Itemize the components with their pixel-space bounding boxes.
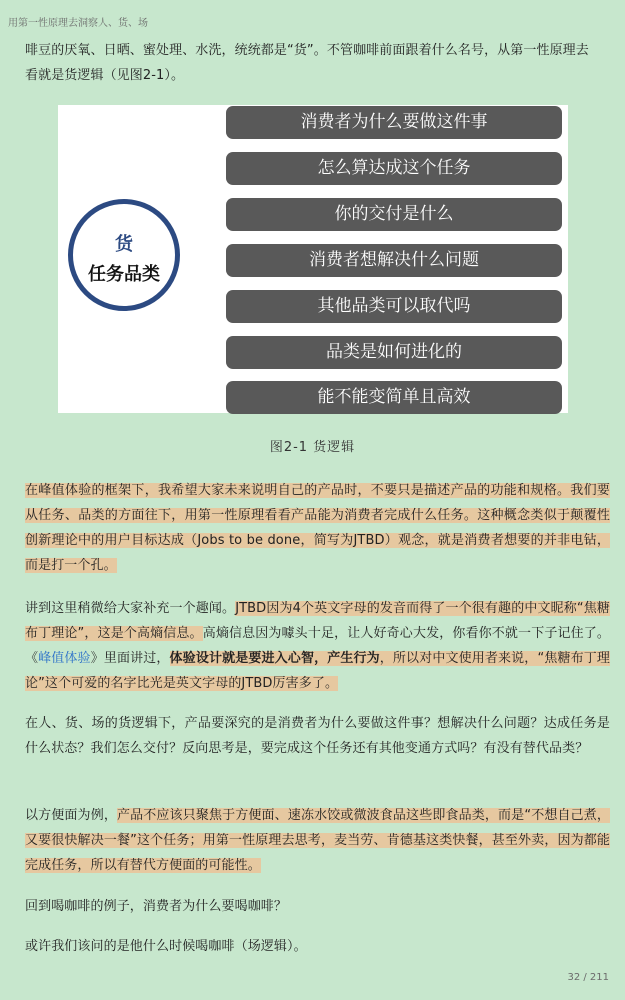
question-pill: 消费者为什么要做这件事: [226, 106, 562, 139]
intro-line-1: 啡豆的厌氧、日晒、蜜处理、水洗，统统都是“货”。不管咖啡前面跟着什么名号，从第一性原理去: [25, 43, 589, 58]
question-pill: 其他品类可以取代吗: [226, 290, 562, 323]
task-category-circle: [68, 199, 180, 311]
paragraph-questions: 在人、货、场的货逻辑下，产品要深究的是消费者为什么要做这件事？想解决什么问题？达成任务是什么状态？我们怎么交付？反向思考是，要完成这个任务还有其他变通方式吗？有没有替代品类？: [25, 716, 610, 756]
jtbd-conclusion: ，所以对中文使用者来说，“焦糖布丁理论”这个可爱的名字比光是英文字母的JTBD厉害多了。: [25, 651, 610, 691]
highlight-framework: 在峰值体验的框架下，我希望大家未来说明自己的产品时，不要只是描述产品的功能和规格。我们要从任务、品类的方面往下，用第一性原理看看产品能为消费者完成什么任务。这种概念类似于颠覆性创新理论中的用户目标达成（Jobs to be done，简写为JTBD）观念，就是消费者想要的并非电钻，而是打一个孔。: [25, 483, 610, 573]
figure-2-1: [58, 105, 568, 413]
jtbd-entropy: 高熵信息因为噱头十足，让人好奇心大发，你看你不就一下子记住了。: [202, 626, 610, 641]
jtbd-intro: 讲到这里稍微给大家补充一个趣闻。: [25, 601, 236, 616]
paragraph-scene-logic: 或许我们该问的是他什么时候喝咖啡（场逻辑）。: [25, 939, 307, 954]
paragraph-framework: [25, 478, 610, 578]
figure-caption: 图2-1 货逻辑: [269, 440, 356, 455]
intro-line-2: 看就是货逻辑（见图2-1）。: [25, 68, 185, 83]
intro-paragraph: [25, 38, 610, 88]
question-pill: 消费者想解决什么问题: [226, 244, 562, 277]
running-header: 用第一性原理去洞察人、货、场: [8, 18, 148, 29]
question-pill: 怎么算达成这个任务: [226, 152, 562, 185]
book-title-close: 》里面讲过，: [90, 651, 170, 666]
question-pill: 品类是如何进化的: [226, 336, 562, 369]
paragraph-coffee: 回到喝咖啡的例子，消费者为什么要喝咖啡？: [25, 899, 288, 914]
paragraph-instant-noodles: [25, 803, 610, 878]
question-pill: 你的交付是什么: [226, 198, 562, 231]
instant-intro: 以方便面为例，: [25, 808, 117, 823]
circle-label-task-category: 任务品类: [88, 264, 160, 285]
book-link-peak-experience[interactable]: 峰值体验: [38, 651, 91, 666]
paragraph-jtbd: [25, 596, 610, 696]
highlight-jtbd-nickname: JTBD因为4个英文字母的发音而得了一个很有趣的中文昵称“焦糖布丁理论”，这是个高熵信息。: [25, 601, 610, 641]
highlight-instant-noodles: 产品不应该只聚焦于方便面、速冻水饺或微波食品这些即食品类，而是“不想自己煮，又要很快解决一餐”这个任务；用第一性原理去思考，麦当劳、肯德基这类快餐，甚至外卖，因为都能完成任务，所以有替代方便面的可能性。: [25, 808, 610, 873]
circle-label-goods: 货: [115, 234, 133, 255]
bold-design-principle: 体验设计就是要进入心智，产生行为: [169, 651, 380, 666]
book-title-open: 《: [25, 651, 39, 666]
question-pill: 能不能变简单且高效: [226, 381, 562, 414]
page-number: 32 / 211: [567, 972, 609, 983]
